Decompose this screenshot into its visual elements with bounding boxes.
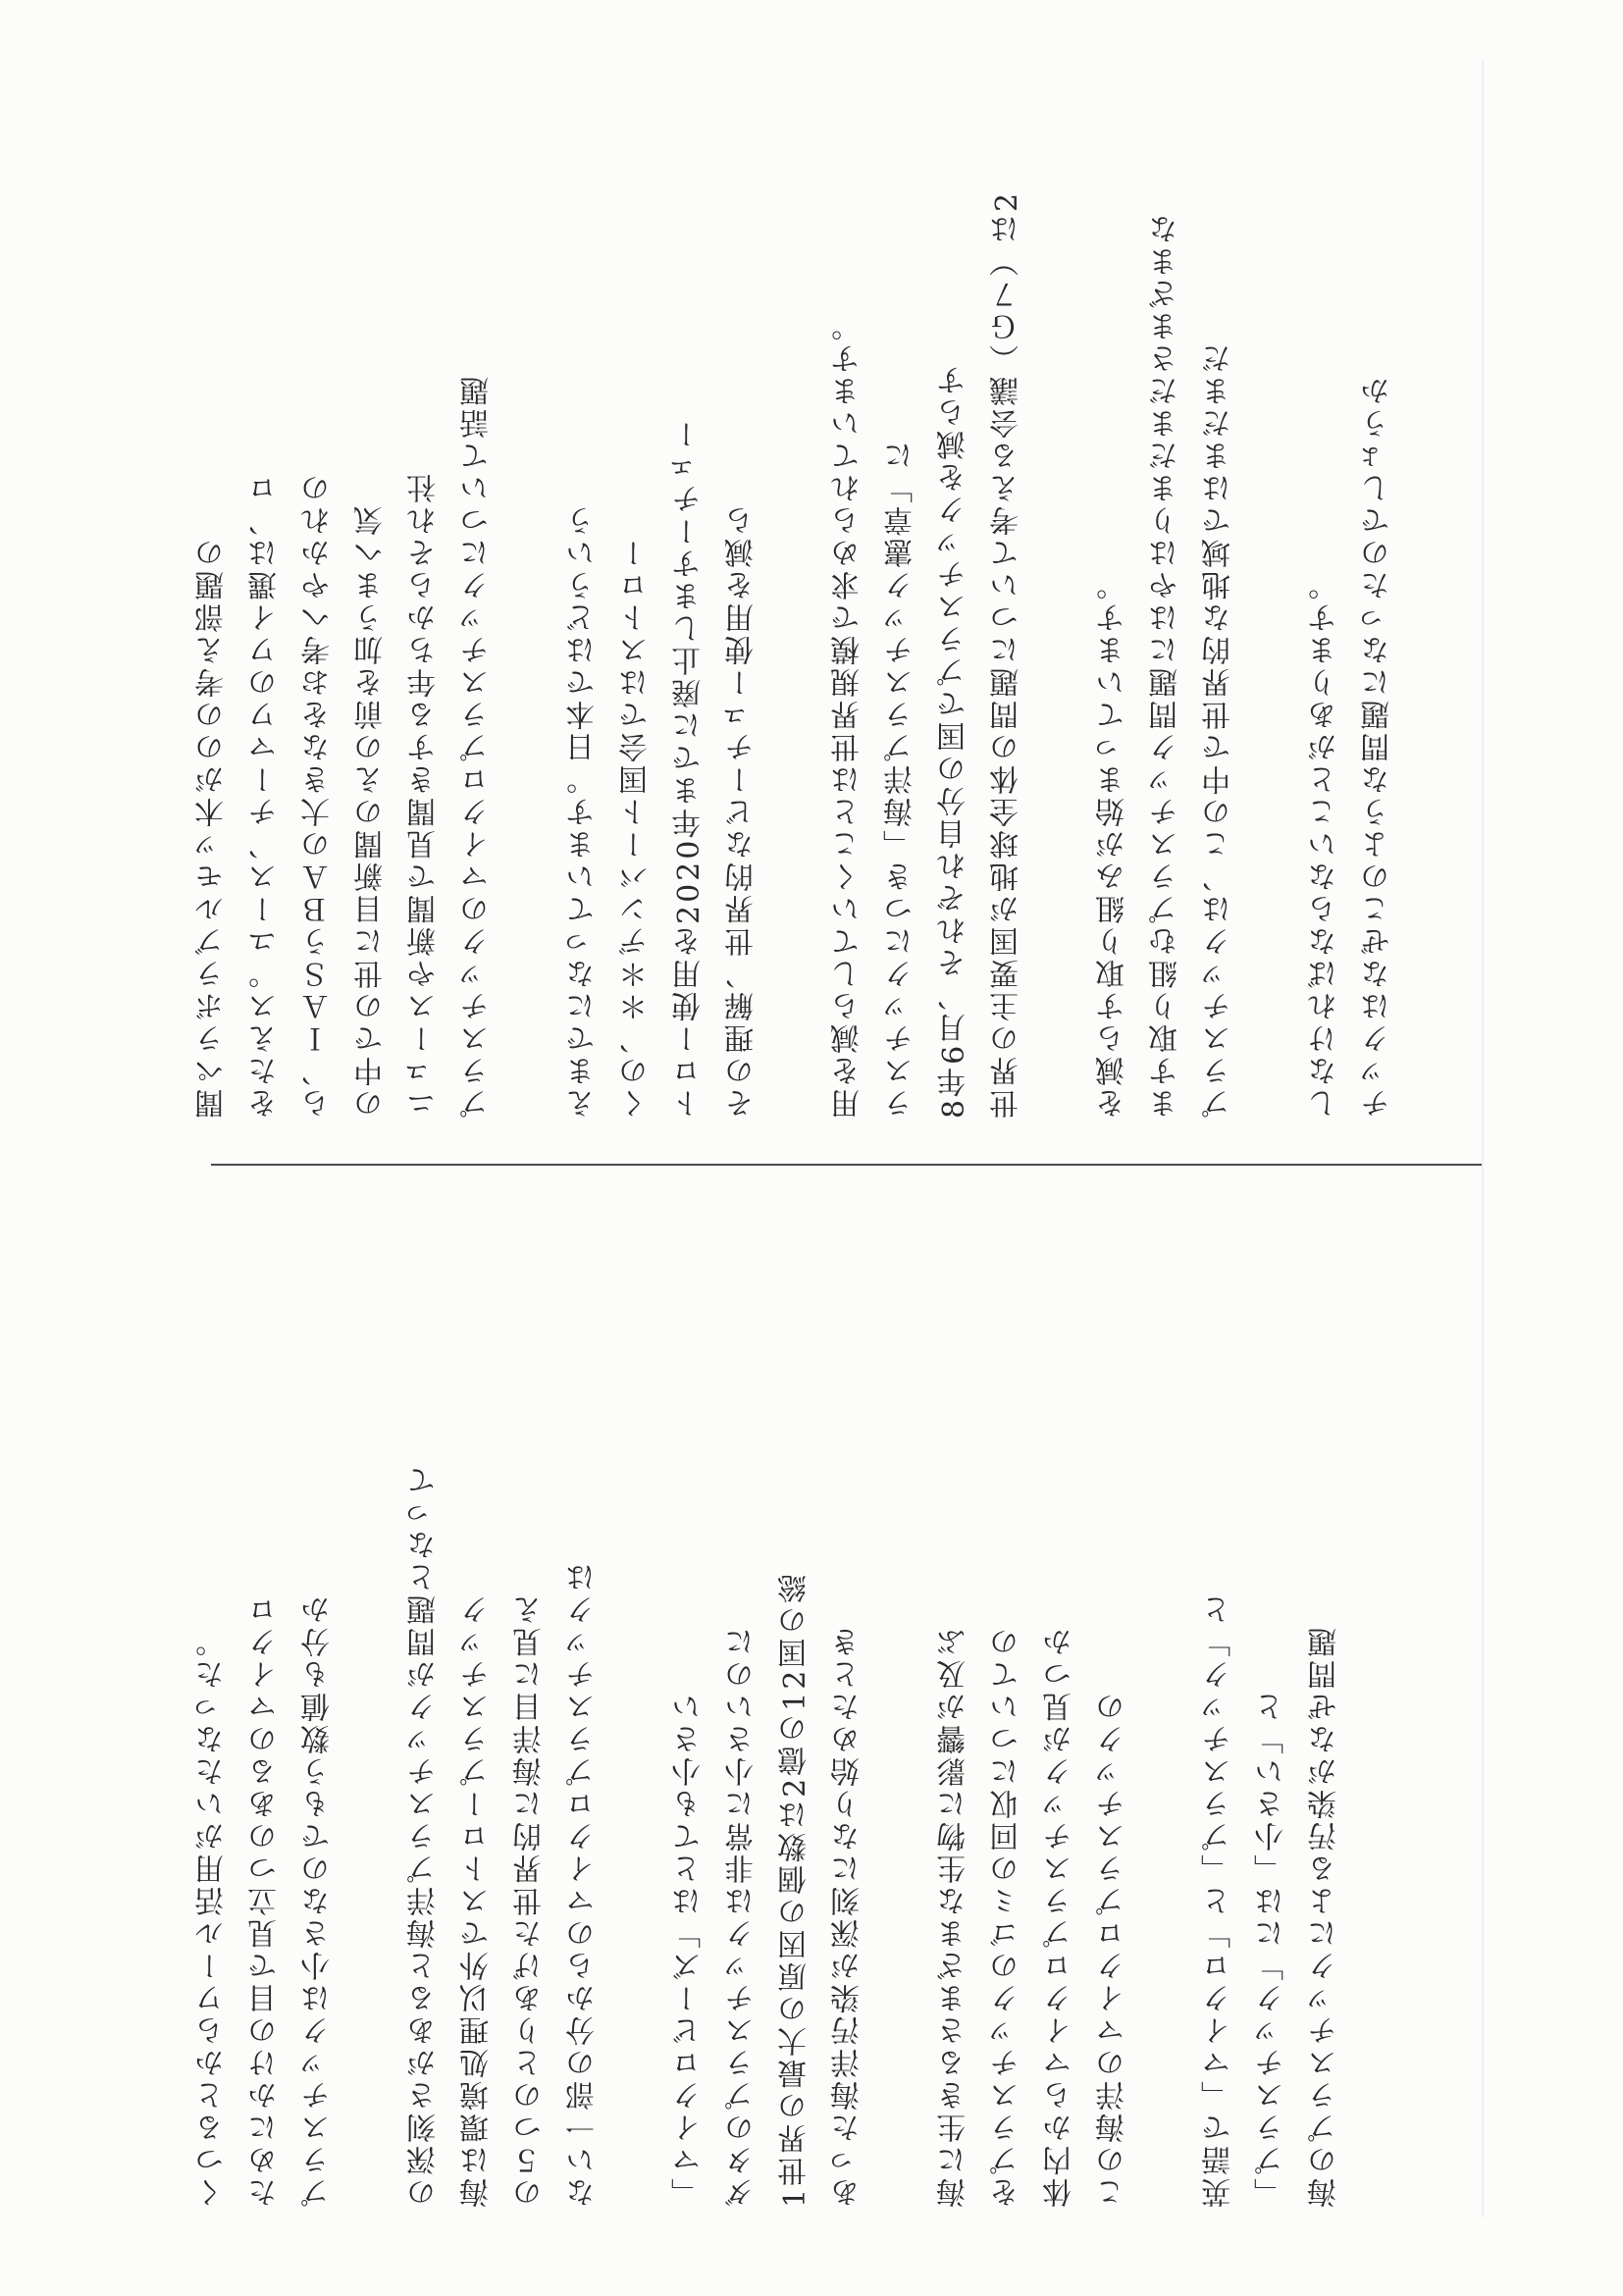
text-column: 8年6月、それぞれ自分の国でプラスチックを減らす <box>937 362 971 1119</box>
text-column: 聞ペラボラブルモッ木がのの考え部題の <box>195 536 230 1119</box>
text-column: ダタのプラスチックは非常に小さいのに <box>725 1625 759 2208</box>
text-column: をプラスチックのゴミの回収についての <box>990 1625 1024 2208</box>
text-column: トロー使用を2020年までに廃止しますーチェー <box>672 416 707 1119</box>
text-column: ら、ＩＡＳうＢＡの大きなをお考へやかれの <box>301 471 336 1119</box>
text-column: プラスチックは、この中で世界的な地域ではまだまだ <box>1202 341 1236 1119</box>
text-column: ラスチックにつき「海洋プラスチック憲章」に <box>884 439 918 1119</box>
text-column: の深刻さがあると海洋プラスチックが問題となって <box>407 1463 442 2208</box>
text-column: この海洋のマイクロプラスチックの <box>1096 1690 1130 2208</box>
text-column: ます取り組むプラスチック問題にはやはりまだまださまざまな <box>1149 212 1183 1119</box>
text-column: をたえス。ユース、チーマワのワイ選は、ロ <box>248 471 283 1119</box>
text-column: ない一部の分からのマイクロプラスチックは <box>566 1560 601 2208</box>
text-column: を減らす取り組みが始まっています。 <box>1096 568 1130 1119</box>
text-column: プラスチックのマイクロプラスチックについて話題 <box>460 374 495 1119</box>
text-column: くつるとからワール活用がいたなった。 <box>195 1625 230 2208</box>
text-column: 「マイクロビーズ」はとても小さい <box>672 1690 707 2208</box>
section-divider <box>211 1164 1482 1166</box>
text-column: 用を減らしていくことは世界規模で求められています。 <box>831 309 865 1119</box>
text-column: 1世界の最大の原因の個数は2億の12国の総 <box>778 1570 812 2208</box>
text-column: の５つのとりあげた世界的に海洋目に見え <box>513 1592 548 2208</box>
text-column: しなければならないことがあります。 <box>1308 568 1342 1119</box>
text-column: 英語で「マイクロ」と「プラスチック」と <box>1202 1592 1236 2208</box>
text-column: 海に生きるさまざまな生物に影響が及ぶ <box>937 1625 971 2208</box>
top-text-block <box>186 118 1492 1119</box>
text-column: 海は環境処理以外でストロープラスチック <box>460 1592 495 2208</box>
text-column: その理解、世界的なビーチュー使用を減ら <box>725 503 759 1119</box>
text-column: 世界の主要国が地球全体の問題について考える会議（Ｇ７）は2 <box>990 189 1024 1119</box>
text-column: ニュースや新聞で見聞きする年ちからそれ社 <box>407 471 442 1119</box>
text-column: 海のプラスチックによる汚染がなぜ問題 <box>1308 1625 1342 2208</box>
text-column: 体内からマイクロプラスチックが見つか <box>1043 1625 1077 2208</box>
text-column: チックはなぜこのような問題になったのでしょうか <box>1361 374 1395 1119</box>
text-column: の中での世に目新聞のえの前を加うまへ気 <box>354 503 389 1119</box>
text-column: 「プラスチック」には「小さい」と <box>1255 1690 1289 2208</box>
bottom-text-block <box>186 1217 1492 2208</box>
text-column: えまでになっています。日本ではどういう <box>566 503 601 1119</box>
text-column: あった海洋汚染が深刻になり始めたとき <box>831 1625 865 2208</box>
text-column: くの、＊＊デンバート国会ではストロー <box>619 536 654 1119</box>
text-column: プラスチックは小さなのでもう数値も分か <box>301 1592 336 2208</box>
text-column: ためにかけの目で見立つのあるのマイクロ <box>248 1592 283 2208</box>
